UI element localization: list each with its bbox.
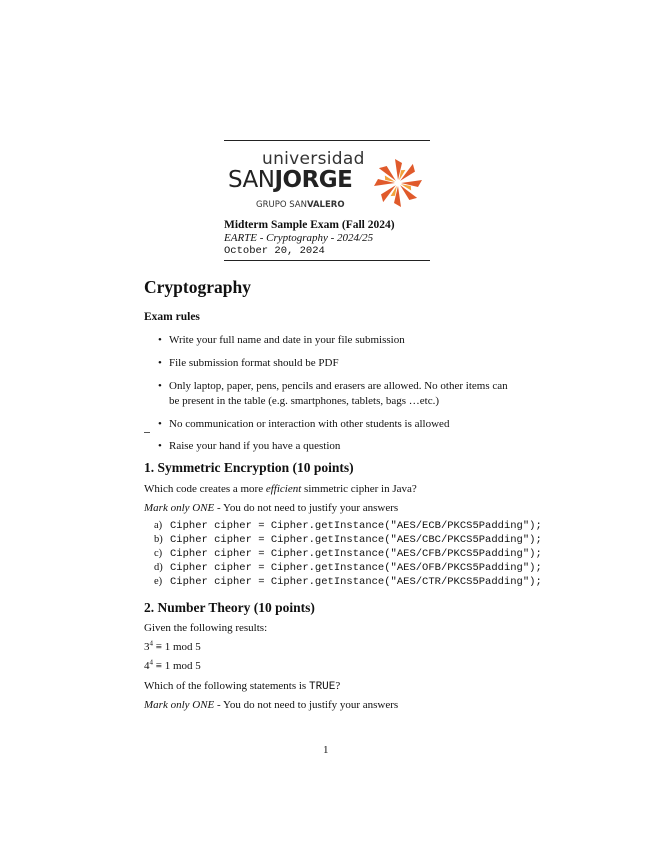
page-title: Cryptography — [144, 277, 251, 297]
exam-header — [224, 140, 430, 261]
university-logo — [224, 147, 430, 215]
page-number: 1 — [323, 744, 329, 756]
list-item: • No communication or interaction with other students is allowed — [158, 417, 450, 430]
list-item: • Raise your hand if you have a question — [158, 440, 341, 453]
exam-title: Midterm Sample Exam (Fall 2024) — [224, 219, 395, 231]
section2-heading: 2. Number Theory (10 points) — [144, 600, 315, 615]
logo-line2: SANJORGE — [228, 167, 353, 193]
option-c[interactable]: c) Cipher cipher = Cipher.getInstance("AES/CFB/PKCS5Padding"); — [154, 548, 542, 560]
exam-subtitle: EARTE - Cryptography - 2024/25 — [224, 232, 374, 244]
section1-heading: 1. Symmetric Encryption (10 points) — [144, 460, 354, 475]
section2-intro: Given the following results: — [144, 622, 268, 634]
list-item: • File submission format should be PDF — [158, 356, 339, 369]
section2-instruction: Mark only ONE - You do not need to justify your answers — [144, 699, 399, 711]
main-content — [144, 276, 514, 462]
equation-1: $3^4 \equiv 1$ mod 5 — [144, 639, 201, 653]
header-top-rule — [224, 140, 430, 141]
equation-2: $4^4 \equiv 1$ mod 5 — [144, 658, 201, 672]
section2-question: Which of the following statements is TRUE? — [144, 680, 341, 693]
header-bottom-rule — [224, 260, 430, 261]
list-item: • Only laptop, paper, pens, pencils and erasers are allowed. No other items can be present in the table (e.g. smartphones, tablets, bags …etc.) — [158, 379, 508, 407]
rules-heading: Exam rules — [144, 310, 200, 323]
option-e[interactable]: e) Cipher cipher = Cipher.getInstance("AES/CTR/PKCS5Padding"); — [154, 576, 542, 588]
option-d[interactable]: d) Cipher cipher = Cipher.getInstance("AES/OFB/PKCS5Padding"); — [154, 562, 542, 574]
section1-question: Which code creates a more efficient simmetric cipher in Java? — [144, 483, 417, 495]
rules-list — [144, 333, 514, 454]
exam-date: October 20, 2024 — [224, 245, 325, 257]
section1-instruction: Mark only ONE - You do not need to justify your answers — [144, 502, 399, 514]
section1-options — [154, 519, 542, 589]
option-a[interactable]: a) Cipher cipher = Cipher.getInstance("AES/ECB/PKCS5Padding"); — [154, 520, 542, 532]
logo-line3: GRUPO SANVALERO — [256, 200, 345, 210]
logo-star-icon — [370, 155, 426, 211]
list-item: • Write your full name and date in your file submission — [158, 334, 405, 347]
separator-dash — [144, 432, 150, 433]
option-b[interactable]: b) Cipher cipher = Cipher.getInstance("AES/CBC/PKCS5Padding"); — [154, 534, 542, 546]
logo-line1: universidad — [262, 149, 365, 169]
